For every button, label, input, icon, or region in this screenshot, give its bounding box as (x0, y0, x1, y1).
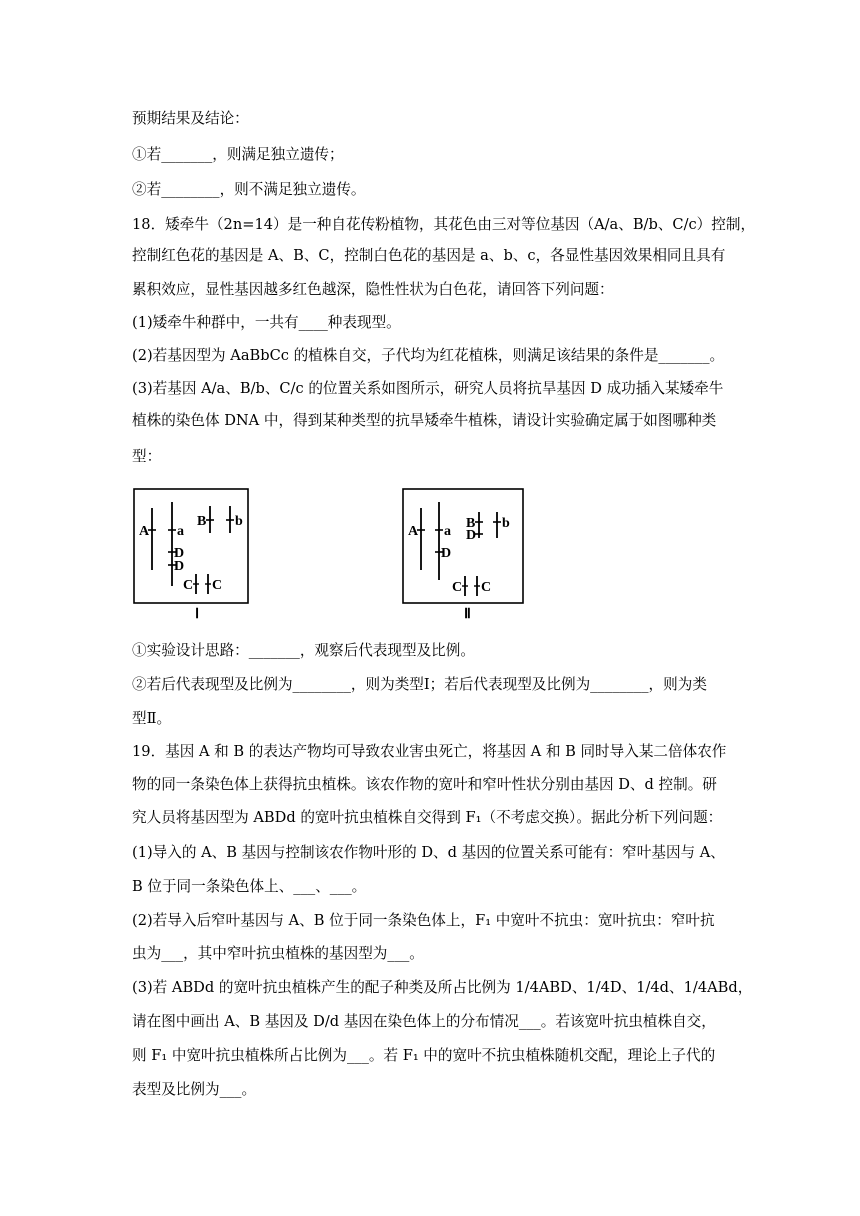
gene-label: a (177, 524, 184, 539)
text-line: 表型及比例为___。 (132, 1081, 257, 1098)
gene-label: a (444, 524, 451, 539)
figure-type-2 (402, 488, 532, 620)
text-line: 植株的染色体 DNA 中，得到某种类型的抗旱矮牵牛植株，请设计实验确定属于如图哪种类 (132, 412, 717, 429)
gene-label: A (139, 524, 150, 539)
gene-label: b (235, 514, 243, 529)
text-line: 则 F₁ 中宽叶抗虫植株所占比例为___。若 F₁ 中的宽叶不抗虫植株随机交配，理论上子代的 (132, 1047, 716, 1064)
text-line: 物的同一条染色体上获得抗虫植株。该农作物的宽叶和窄叶性状分别由基因 D、d 控制。研 (132, 776, 717, 793)
gene-label: D (441, 546, 452, 561)
text-line: 究人员将基因型为 ABDd 的宽叶抗虫植株自交得到 F₁（不考虑交换）。据此分析下列问题： (132, 809, 723, 826)
text-line: ①实验设计思路：_______，观察后代表现型及比例。 (132, 642, 475, 659)
figure-type-1 (133, 488, 253, 620)
text-line: 虫为___，其中窄叶抗虫植株的基因型为___。 (132, 945, 424, 962)
gene-label: B (197, 514, 207, 529)
text-line: ②若________，则不满足独立遗传。 (132, 181, 366, 198)
question-19-stem: 19．基因 A 和 B 的表达产物均可导致农业害虫死亡，将基因 A 和 B 同时导入某二倍体农作 (132, 743, 727, 760)
gene-label: C (452, 580, 463, 595)
gene-label: b (502, 516, 510, 531)
gene-label: B (466, 516, 476, 531)
text-line: 型Ⅱ。 (132, 710, 172, 727)
figure-caption: Ⅰ (195, 607, 200, 622)
text-line: B 位于同一条染色体上、___、___。 (132, 878, 367, 895)
gene-label: D (174, 546, 185, 561)
text-line: (3)若 ABDd 的宽叶抗虫植株产生的配子种类及所占比例为 1/4ABD、1/4D、1/4d、1/4ABd， (132, 979, 753, 996)
text-line: 控制红色花的基因是 A、B、C，控制白色花的基因是 a、b、c，各显性基因效果相同且具有 (132, 247, 726, 264)
text-line: (2)若导入后窄叶基因与 A、B 位于同一条染色体上，F₁ 中宽叶不抗虫：宽叶抗虫：窄叶抗 (132, 912, 715, 929)
text-line: (2)若基因型为 AaBbCc 的植株自交，子代均为红花植株，则满足该结果的条件是_______。 (132, 347, 725, 364)
question-18-stem: 18．矮牵牛（2n=14）是一种自花传粉植物，其花色由三对等位基因（A/a、B/b、C/c）控制， (132, 216, 756, 233)
text-line: (1)矮牵牛种群中，一共有____种表现型。 (132, 314, 401, 331)
text-line: 累积效应，显性基因越多红色越深，隐性性状为白色花，请回答下列问题： (132, 281, 614, 298)
gene-label: C (183, 578, 194, 593)
text-line: ①若_______，则满足独立遗传； (132, 146, 344, 163)
figure-caption: Ⅱ (464, 607, 471, 622)
text-line: (3)若基因 A/a、B/b、C/c 的位置关系如图所示，研究人员将抗旱基因 D 成功插入某矮牵牛 (132, 380, 724, 397)
gene-label: A (408, 524, 419, 539)
gene-label: D (466, 528, 477, 543)
text-line: 请在图中画出 A、B 基因及 D/d 基因在染色体上的分布情况___。若该宽叶抗虫植株自交， (132, 1013, 716, 1030)
text-line: 型： (132, 448, 162, 465)
gene-label: C (481, 580, 492, 595)
text-line: (1)导入的 A、B 基因与控制该农作物叶形的 D、d 基因的位置关系可能有：窄叶基因与 A、 (132, 844, 725, 861)
gene-label: D (174, 559, 185, 574)
text-line: ②若后代表现型及比例为________，则为类型Ⅰ；若后代表现型及比例为________，则为类 (132, 676, 707, 693)
gene-label: C (212, 578, 223, 593)
text-line: 预期结果及结论： (132, 110, 249, 127)
